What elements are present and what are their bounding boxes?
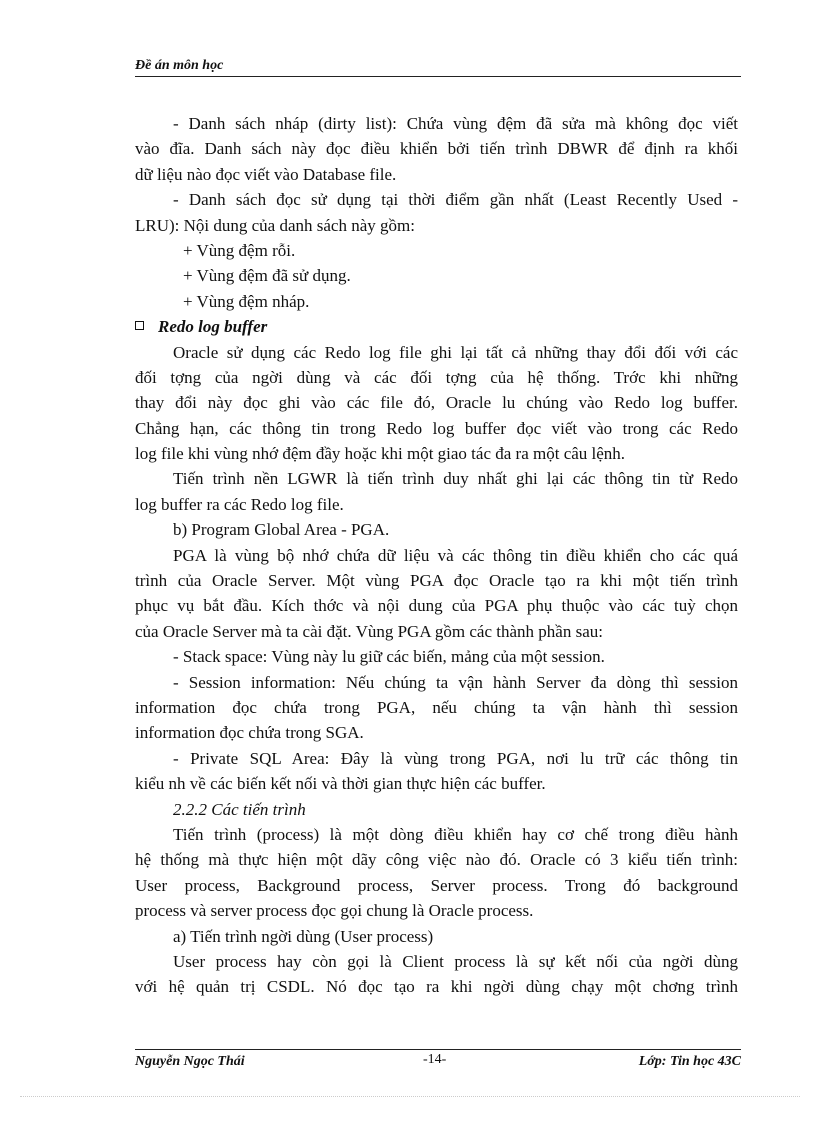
paragraph-line: - Session information: Nếu chúng ta vận hành Server đa dòng thì session [173,672,738,692]
paragraph-line: log file khi vùng nhớ đệm đầy hoặc khi một giao tác đa ra một câu lệnh. [135,444,626,464]
paragraph-line: đối tợng của ngời dùng và các đối tợng của hệ thống. Trớc khi những [135,367,738,387]
footer-divider [135,1049,741,1050]
paragraph-line: Tiến trình nền LGWR là tiến trình duy nhất ghi lại các thông tin từ Redo [173,469,738,489]
paragraph-line: - Danh sách đọc sử dụng tại thời điểm gần nhất (Least Recently Used - [173,190,738,210]
paragraph-line: User process hay còn gọi là Client process là sự kết nối của ngời dùng [173,951,738,971]
paragraph-line: - Stack space: Vùng này lu giữ các biến, mảng của một session. [173,647,605,667]
header-title: Đề án môn học [135,58,224,73]
paragraph-line: phục vụ bắt đầu. Kích thớc và nội dung của PGA phụ thuộc vào các tuỳ chọn [135,596,738,616]
section-heading [135,314,738,339]
paragraph-line: thay đổi này đọc ghi vào các file đó, Oracle lu chúng vào Redo log buffer. [135,393,738,413]
paragraph-line: dữ liệu nào đọc viết vào Database file. [135,164,397,184]
paragraph-line: trình của Oracle Server. Một vùng PGA đọc Oracle tạo ra khi một tiến trình [135,571,738,591]
paragraph-line: kiểu nh về các biến kết nối và thời gian thực hiện các buffer. [135,774,546,794]
paragraph-line: User process, Background process, Server process. Trong đó background [135,875,738,895]
section-heading: 2.2.2 Các tiến trình [173,799,306,819]
paragraph-line: của Oracle Server mà ta cài đặt. Vùng PGA gồm các thành phần sau: [135,621,603,641]
paragraph-line: - Danh sách nháp (dirty list): Chứa vùng đệm đã sửa mà không đọc viết [173,114,738,133]
paragraph-line: log buffer ra các Redo log file. [135,494,344,514]
subsection-heading: a) Tiến trình ngời dùng (User process) [173,926,434,946]
subsection-heading: b) Program Global Area - PGA. [173,520,390,540]
paragraph-line: LRU): Nội dung của danh sách này gồm: [135,215,415,235]
page-number: -14- [423,1052,447,1067]
paragraph-line: Chẳng hạn, các thông tin trong Redo log buffer đọc viết vào trong các Redo [135,418,738,438]
square-bullet-icon [135,321,144,330]
section-heading-text: Redo log buffer [158,317,268,337]
paragraph-line: - Private SQL Area: Đây là vùng trong PGA, nơi lu trữ các thông tin [173,748,738,768]
body-text [135,111,738,1000]
list-item: + Vùng đệm nháp. [183,291,310,311]
paragraph-line: process và server process đọc gọi chung là Oracle process. [135,901,534,921]
paragraph-line: information đọc chứa trong SGA. [135,723,364,743]
paragraph-line: Oracle sử dụng các Redo log file ghi lại tất cả những thay đổi đối với các [173,342,738,362]
paragraph-line: hệ thống mà thực hiện một dãy công việc nào đó. Oracle có 3 kiểu tiến trình: [135,850,738,870]
paragraph-line: PGA là vùng bộ nhớ chứa dữ liệu và các thông tin điều khiển cho các quá [173,545,738,565]
list-item: + Vùng đệm rỗi. [183,240,296,260]
paragraph-line: vào đĩa. Danh sách này đọc điều khiển bởi tiến trình DBWR để định ra khối [135,139,738,159]
page-break-divider [20,1096,800,1097]
paragraph-line: information đọc chứa trong PGA, nếu chúng ta vận hành thì session [135,697,738,717]
list-item: + Vùng đệm đã sử dụng. [183,266,351,286]
footer-author: Nguyễn Ngọc Thái [135,1054,245,1069]
paragraph-line: Tiến trình (process) là một dòng điều khiển hay cơ chế trong điều hành [173,824,738,844]
footer-class: Lớp: Tin học 43C [638,1054,741,1069]
page-header [135,58,741,77]
paragraph-line: với hệ quản trị CSDL. Nó đọc tạo ra khi ngời dùng chạy một chơng trình [135,977,738,997]
